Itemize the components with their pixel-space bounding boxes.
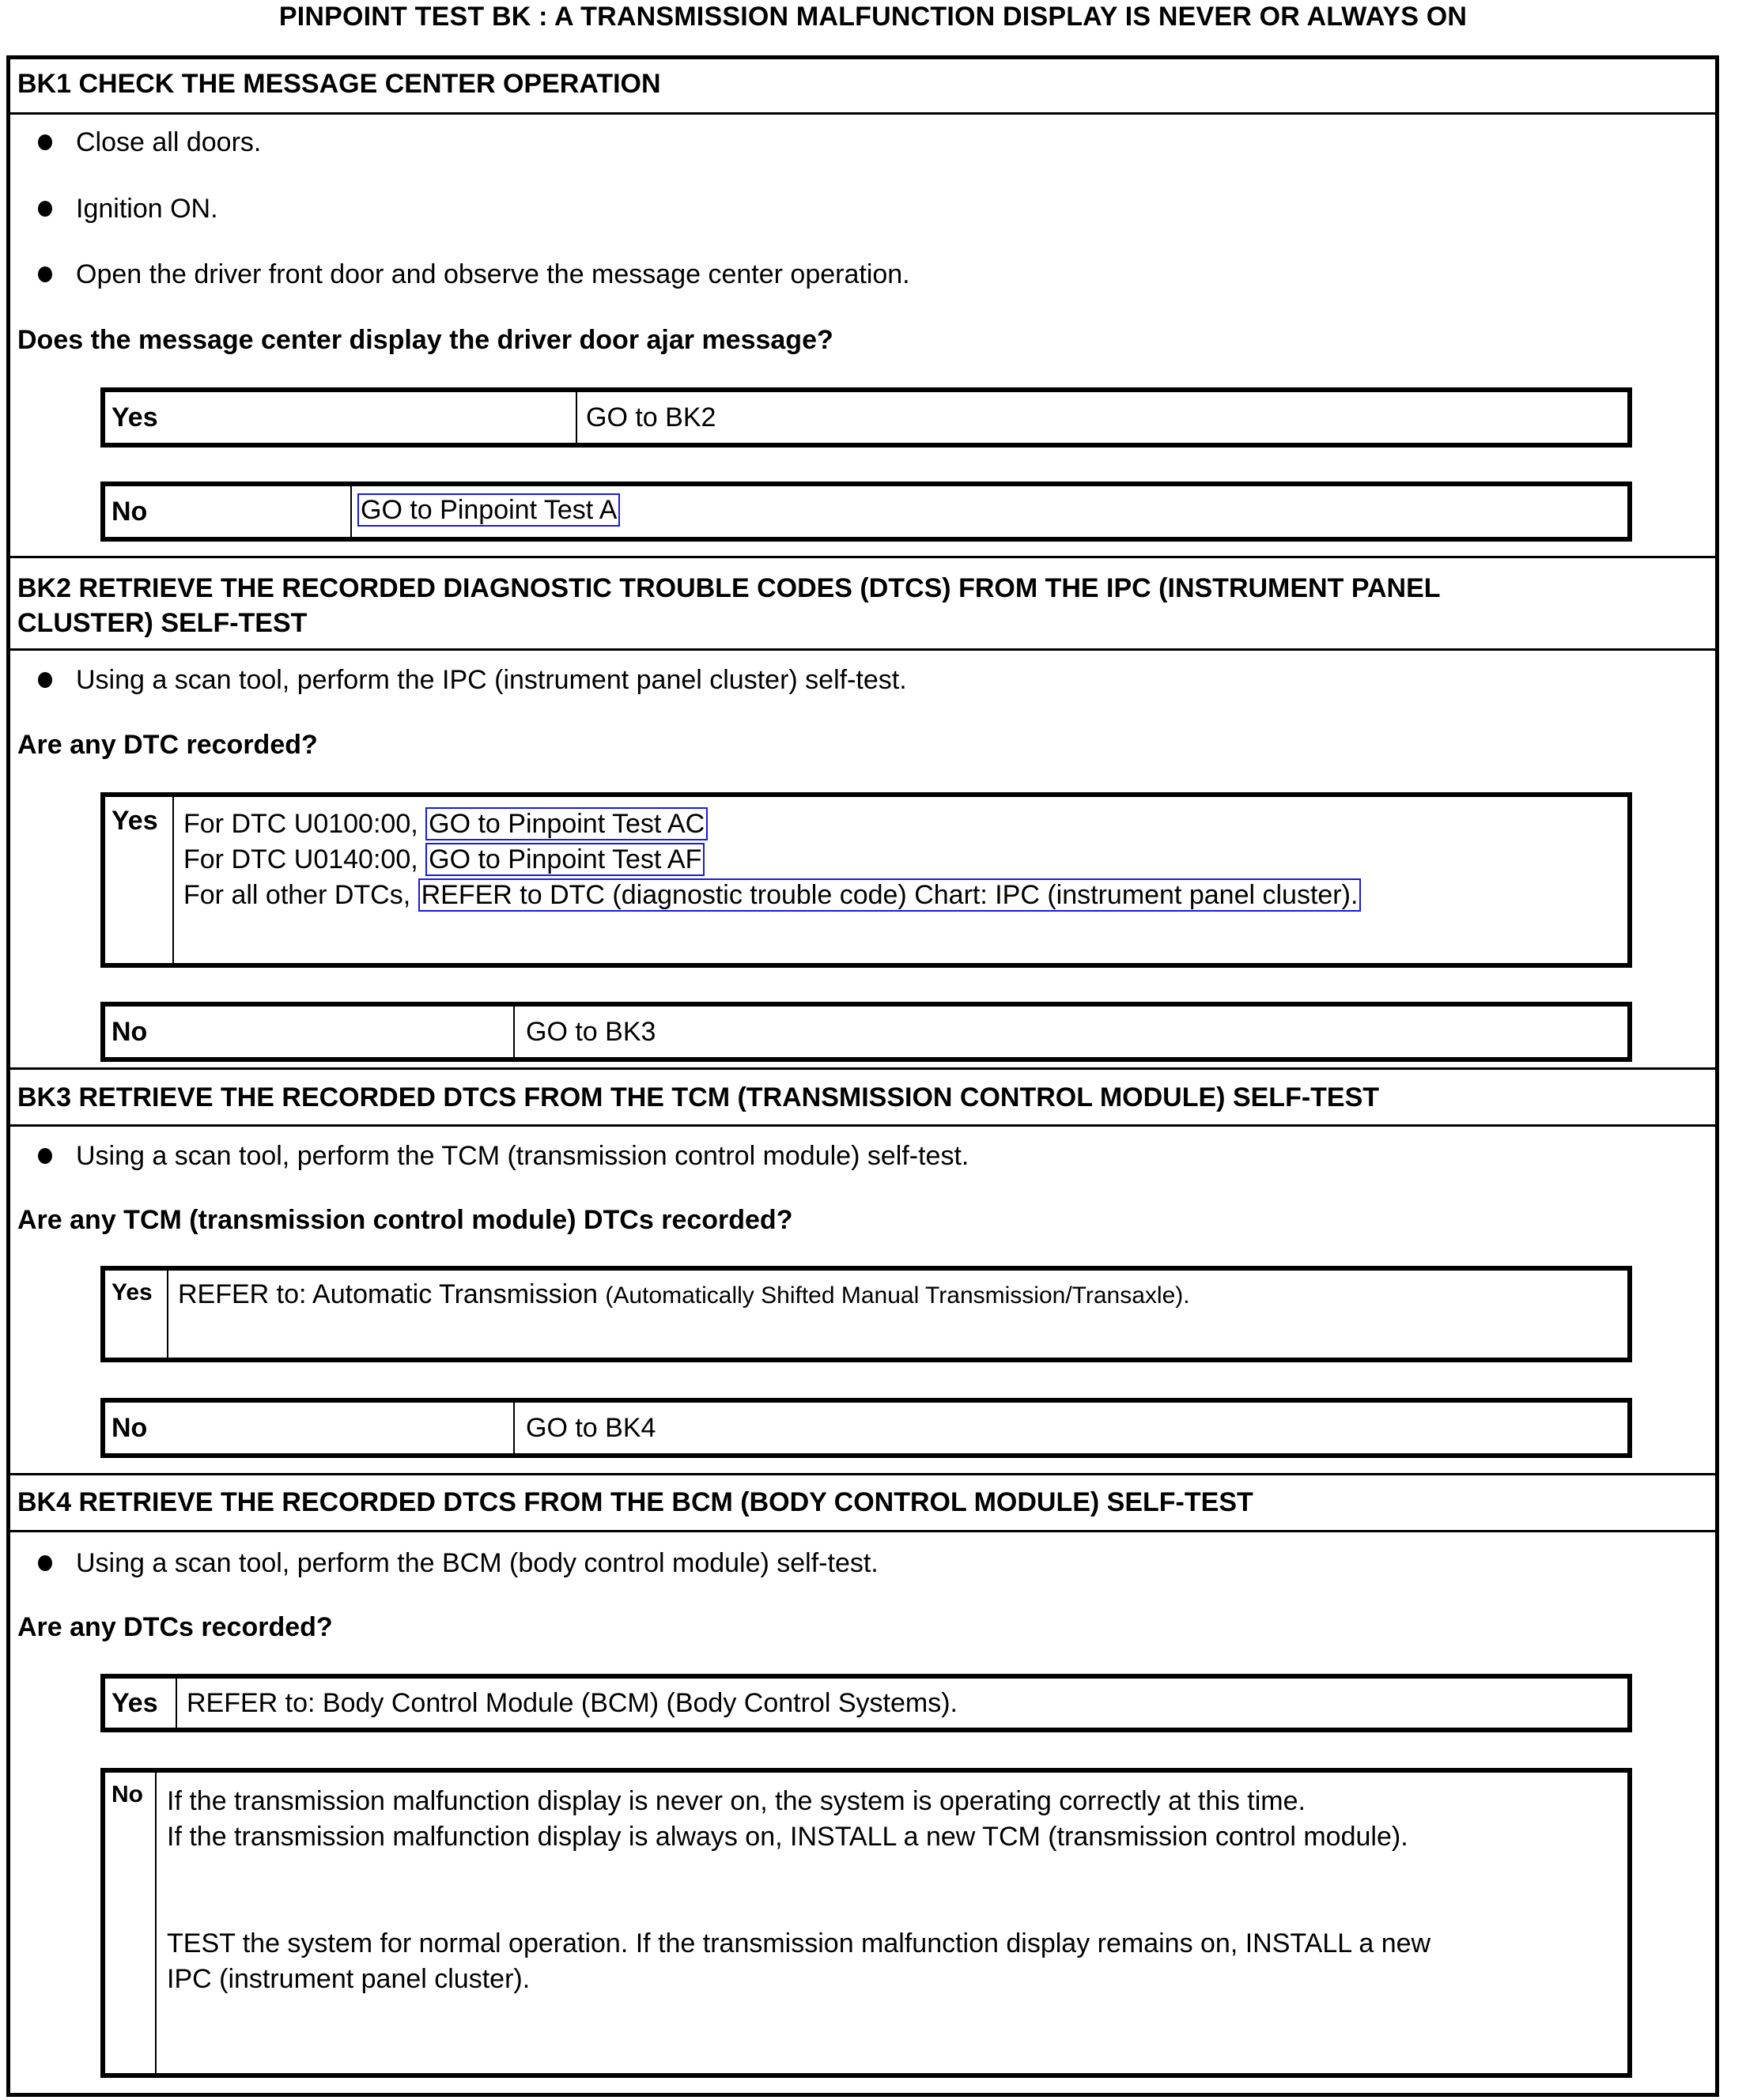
yes-label: Yes bbox=[111, 806, 158, 836]
step-question: Does the message center display the driver door ajar message? bbox=[17, 325, 833, 355]
divider bbox=[10, 556, 1715, 558]
yes-label: Yes bbox=[111, 1688, 158, 1718]
bullet-icon bbox=[38, 1148, 52, 1164]
bullet-text: Using a scan tool, perform the IPC (instrument panel cluster) self-test. bbox=[76, 665, 907, 695]
dtc-line: For DTC U0100:00, GO to Pinpoint Test AC bbox=[183, 806, 1361, 842]
step-question: Are any TCM (transmission control module) DTCs recorded? bbox=[17, 1205, 793, 1235]
yes-action-list bbox=[183, 806, 1361, 913]
bullet-text: Using a scan tool, perform the BCM (body control module) self-test. bbox=[76, 1548, 879, 1578]
bullet-item bbox=[38, 1140, 969, 1172]
yes-label: Yes bbox=[111, 1279, 153, 1305]
yes-result-box bbox=[100, 1266, 1632, 1362]
link-pinpoint-test-ac[interactable]: GO to Pinpoint Test AC bbox=[425, 807, 708, 840]
step-header-bk4: BK4 RETRIEVE THE RECORDED DTCS FROM THE BCM (BODY CONTROL MODULE) SELF-TEST bbox=[17, 1487, 1253, 1517]
no-label: No bbox=[111, 1017, 148, 1047]
cell-divider bbox=[513, 1403, 515, 1453]
no-result-box bbox=[100, 1002, 1632, 1062]
cell-divider bbox=[155, 1773, 157, 2073]
step-header-bk3: BK3 RETRIEVE THE RECORDED DTCS FROM THE TCM (TRANSMISSION CONTROL MODULE) SELF-TEST bbox=[17, 1082, 1380, 1112]
bullet-text: Ignition ON. bbox=[76, 194, 218, 224]
divider bbox=[10, 648, 1715, 651]
bullet-item bbox=[38, 259, 910, 290]
yes-label: Yes bbox=[111, 402, 158, 432]
yes-action: REFER to: Body Control Module (BCM) (Body Control Systems). bbox=[187, 1688, 958, 1718]
divider bbox=[10, 1124, 1715, 1127]
no-label: No bbox=[111, 497, 148, 527]
bullet-item bbox=[38, 1547, 879, 1579]
bullet-text: Open the driver front door and observe the message center operation. bbox=[76, 259, 910, 289]
no-action-list bbox=[167, 1784, 1430, 1997]
dtc-line: For all other DTCs, REFER to DTC (diagnostic trouble code) Chart: IPC (instrument panel cluster). bbox=[183, 878, 1361, 913]
no-result-box bbox=[100, 1768, 1632, 2078]
cell-divider bbox=[576, 392, 577, 443]
step-question: Are any DTCs recorded? bbox=[17, 1612, 333, 1642]
link-dtc-chart-ipc[interactable]: REFER to DTC (diagnostic trouble code) Chart: IPC (instrument panel cluster). bbox=[418, 878, 1362, 912]
instruction-line: If the transmission malfunction display is never on, the system is operating correctly at this time. bbox=[167, 1786, 1306, 1816]
divider bbox=[10, 1473, 1715, 1475]
divider bbox=[10, 1530, 1715, 1532]
bullet-item bbox=[38, 193, 218, 225]
bullet-item bbox=[38, 664, 907, 696]
step-question: Are any DTC recorded? bbox=[17, 730, 318, 760]
instruction-line: TEST the system for normal operation. If the transmission malfunction display remains on, INSTALL a new bbox=[167, 1928, 1431, 1958]
no-result-box bbox=[100, 482, 1632, 542]
instruction-line: If the transmission malfunction display is always on, INSTALL a new TCM (transmission control module). bbox=[167, 1822, 1408, 1852]
dtc-line: For DTC U0140:00, GO to Pinpoint Test AF bbox=[183, 842, 1361, 878]
yes-action: GO to BK2 bbox=[586, 402, 716, 432]
step-header-bk1: BK1 CHECK THE MESSAGE CENTER OPERATION bbox=[17, 69, 661, 99]
bullet-text: Using a scan tool, perform the TCM (transmission control module) self-test. bbox=[76, 1141, 969, 1171]
yes-result-box bbox=[100, 792, 1632, 968]
cell-divider bbox=[176, 1679, 177, 1728]
cell-divider bbox=[513, 1007, 515, 1057]
cell-divider bbox=[350, 486, 352, 537]
spacer bbox=[167, 1855, 1430, 1926]
bullet-item bbox=[38, 127, 261, 158]
page-title: PINPOINT TEST BK : A TRANSMISSION MALFUNCTION DISPLAY IS NEVER OR ALWAYS ON bbox=[278, 2, 1468, 32]
cell-divider bbox=[167, 1271, 168, 1358]
no-action: GO to BK4 bbox=[526, 1413, 656, 1443]
bullet-icon bbox=[38, 672, 52, 688]
yes-result-box bbox=[100, 1674, 1632, 1732]
no-label: No bbox=[111, 1781, 143, 1807]
instruction-line: IPC (instrument panel cluster). bbox=[167, 1964, 531, 1994]
no-action: GO to BK3 bbox=[526, 1017, 656, 1047]
no-label: No bbox=[111, 1413, 148, 1443]
cell-divider bbox=[172, 797, 174, 963]
divider bbox=[10, 112, 1715, 115]
step-header-bk2 bbox=[17, 571, 1694, 640]
link-pinpoint-test-a[interactable]: GO to Pinpoint Test A bbox=[357, 493, 620, 527]
bullet-text: Close all doors. bbox=[76, 127, 262, 157]
bullet-icon bbox=[38, 134, 52, 150]
yes-action: REFER to: Automatic Transmission (Automatically Shifted Manual Transmission/Transaxle). bbox=[178, 1279, 1190, 1309]
bullet-icon bbox=[38, 1555, 52, 1571]
divider bbox=[10, 1067, 1715, 1070]
bullet-icon bbox=[38, 266, 52, 282]
link-pinpoint-test-af[interactable]: GO to Pinpoint Test AF bbox=[425, 843, 705, 876]
header-line: BK2 RETRIEVE THE RECORDED DIAGNOSTIC TROUBLE CODES (DTCS) FROM THE IPC (INSTRUMENT PANEL bbox=[17, 573, 1441, 603]
no-result-box bbox=[100, 1398, 1632, 1458]
yes-result-box bbox=[100, 387, 1632, 448]
bullet-icon bbox=[38, 201, 52, 217]
header-line: CLUSTER) SELF-TEST bbox=[17, 608, 308, 638]
